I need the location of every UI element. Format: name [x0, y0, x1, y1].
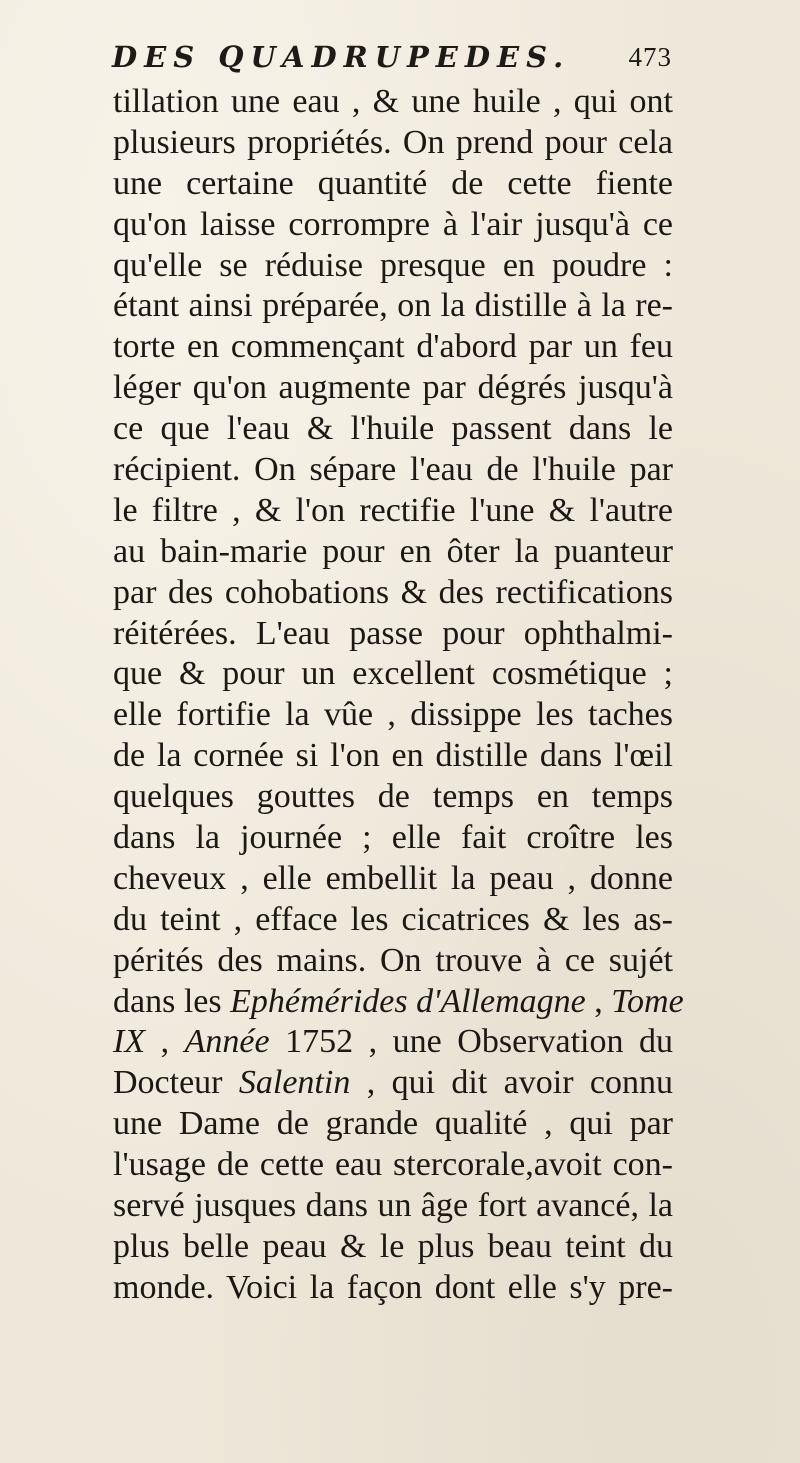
text-run: plusieurs propriétés. On prend pour cela — [113, 123, 673, 161]
text-run: réitérées. L'eau passe pour ophthalmi- — [113, 614, 673, 652]
text-line — [113, 205, 673, 246]
page-header — [112, 40, 672, 80]
text-line — [113, 450, 673, 491]
text-run: dans les — [113, 982, 231, 1020]
text-line — [113, 368, 673, 409]
text-run: ce que l'eau & l'huile passent dans le — [113, 410, 673, 448]
text-line — [113, 327, 673, 368]
text-run: torte en commençant d'abord par un feu — [113, 328, 673, 366]
italic-text: Tome — [611, 982, 684, 1020]
body-text — [113, 82, 684, 1309]
text-line — [113, 1227, 673, 1268]
text-line — [113, 246, 673, 287]
text-run: le filtre , & l'on rectifie l'une & l'autre — [113, 491, 673, 529]
text-run: que & pour un excellent cosmétique ; — [113, 655, 673, 693]
text-line — [113, 654, 673, 695]
text-line — [113, 859, 673, 900]
text-run: étant ainsi préparée, on la distille à la re- — [113, 287, 673, 325]
text-run: récipient. On sépare l'eau de l'huile par — [113, 451, 673, 489]
text-run: qu'on laisse corrompre à l'air jusqu'à ce — [113, 205, 673, 243]
text-run: de la cornée si l'on en distille dans l'œil — [113, 737, 673, 775]
text-run: pérités des mains. On trouve à ce sujét — [113, 941, 673, 979]
text-run: Docteur — [113, 1064, 239, 1102]
italic-text: Année — [184, 1023, 270, 1061]
text-line — [113, 818, 673, 859]
text-run: dans la journée ; elle fait croître les — [113, 819, 673, 857]
text-line — [113, 1104, 673, 1145]
text-line — [113, 1022, 673, 1063]
text-run: , — [585, 982, 612, 1020]
italic-text: Ephémérides d'Allemagne — [230, 982, 586, 1020]
text-run: quelques gouttes de temps en temps — [113, 778, 673, 816]
text-line — [113, 736, 673, 777]
text-run: une certaine quantité de cette fiente — [113, 164, 673, 202]
text-run: cheveux , elle embellit la peau , donne — [113, 859, 673, 897]
text-line — [113, 532, 673, 573]
text-run: monde. Voici la façon dont elle s'y pre- — [113, 1268, 673, 1306]
text-run: plus belle peau & le plus beau teint du — [113, 1227, 673, 1265]
text-run: une Dame de grande qualité , qui par — [113, 1105, 673, 1143]
text-run: tillation une eau , & une huile , qui ont — [113, 83, 673, 120]
text-run: , — [145, 1023, 185, 1061]
text-line — [113, 82, 673, 123]
text-line — [113, 614, 673, 655]
text-line — [113, 1145, 673, 1186]
text-line — [113, 982, 684, 1023]
text-run: servé jusques dans un âge fort avancé, la — [113, 1187, 673, 1225]
text-line — [113, 1268, 673, 1309]
text-line — [113, 941, 673, 982]
text-line — [113, 491, 673, 532]
text-line — [113, 123, 673, 164]
text-run: léger qu'on augmente par dégrés jusqu'à — [113, 369, 673, 407]
italic-text: Salentin — [238, 1064, 351, 1102]
text-line — [113, 777, 673, 818]
running-title: DES QUADRUPEDES. — [112, 40, 571, 74]
text-run: l'usage de cette eau stercorale,avoit con- — [113, 1146, 673, 1184]
italic-text: IX — [113, 1023, 146, 1061]
text-run: , qui dit avoir connu — [350, 1064, 673, 1102]
text-run: du teint , efface les cicatrices & les as- — [113, 900, 673, 938]
text-line — [113, 573, 673, 614]
text-run: elle fortifie la vûe , dissippe les taches — [113, 696, 673, 734]
text-line — [113, 409, 673, 450]
text-line — [113, 286, 673, 327]
page-number: 473 — [628, 42, 672, 72]
text-run: 1752 , une Observation du — [269, 1023, 674, 1061]
text-line — [113, 1063, 673, 1104]
text-run: au bain-marie pour en ôter la puanteur — [113, 532, 673, 570]
text-run: qu'elle se réduise presque en poudre : — [113, 246, 673, 284]
text-line — [113, 1186, 673, 1227]
text-line — [113, 900, 673, 941]
text-line — [113, 164, 673, 205]
text-line — [113, 695, 673, 736]
text-run: par des cohobations & des rectifications — [113, 573, 673, 611]
